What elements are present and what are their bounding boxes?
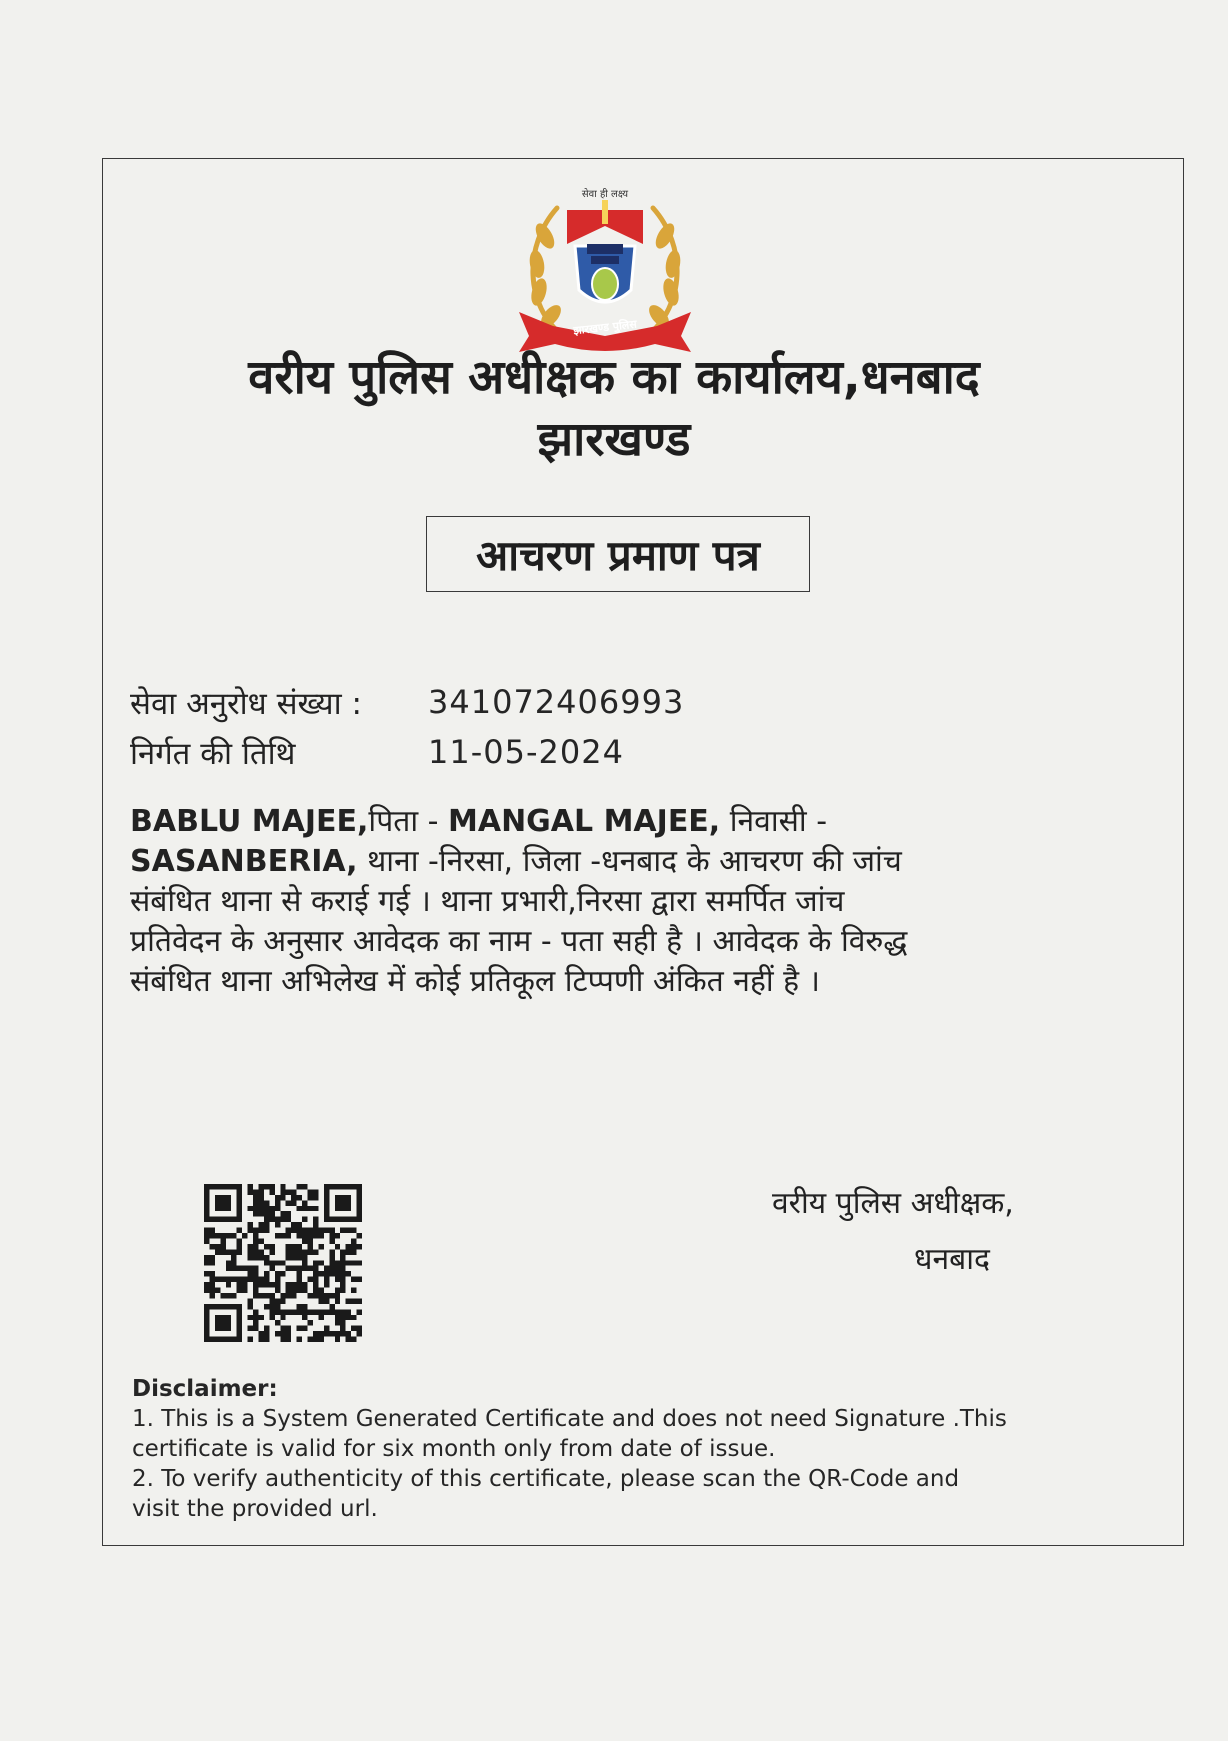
- disclaimer-heading: Disclaimer:: [132, 1376, 278, 1402]
- disclaimer: [132, 1374, 1122, 1524]
- father-label: पिता -: [368, 804, 448, 839]
- body-line-2: [130, 842, 1130, 882]
- office-state: झारखण्ड: [537, 412, 691, 467]
- emblem-motto: सेवा ही लक्ष्य: [581, 189, 629, 200]
- signatory-designation: वरीय पुलिस अधीक्षक,: [772, 1186, 1014, 1221]
- request-number-value: 341072406993: [428, 683, 685, 721]
- body-line-4: प्रतिवेदन के अनुसार आवेदक का नाम - पता सही है । आवेदक के विरुद्ध: [130, 924, 908, 959]
- qr-code-icon[interactable]: [204, 1184, 362, 1342]
- issue-date-value: 11-05-2024: [428, 733, 624, 771]
- disclaimer-point-2-line-1: 2. To verify authenticity of this certificate, please scan the QR-Code and: [132, 1466, 960, 1492]
- issue-date-label: निर्गत की तिथि: [130, 736, 296, 772]
- emblem-ribbon-text: झारखण्ड पुलिस: [572, 317, 638, 338]
- certificate-title: आचरण प्रमाण पत्र: [476, 530, 760, 580]
- issue-date-row: [130, 733, 624, 774]
- request-number-row: [130, 683, 685, 724]
- resident-label: निवासी -: [720, 804, 828, 839]
- certificate-body: [130, 802, 1130, 1002]
- disclaimer-point-2-line-2: visit the provided url.: [132, 1496, 378, 1522]
- applicant-name: BABLU MAJEE,: [130, 804, 369, 839]
- certificate-title-box: [426, 516, 810, 592]
- body-line-3: संबंधित थाना से कराई गई । थाना प्रभारी,निरसा द्वारा समर्पित जांच: [130, 884, 845, 919]
- body-line-5: संबंधित थाना अभिलेख में कोई प्रतिकूल टिप्पणी अंकित नहीं है ।: [130, 964, 821, 999]
- body-line-1: [130, 802, 1130, 842]
- village-name: SASANBERIA,: [130, 844, 358, 879]
- disclaimer-point-1-line-1: 1. This is a System Generated Certificate and does not need Signature .This: [132, 1406, 1007, 1432]
- disclaimer-point-1-line-2: certificate is valid for six month only from date of issue.: [132, 1436, 776, 1462]
- office-title: वरीय पुलिस अधीक्षक का कार्यालय,धनबाद: [248, 350, 980, 405]
- signatory-place: धनबाद: [914, 1242, 990, 1277]
- request-number-label: सेवा अनुरोध संख्या :: [130, 686, 362, 722]
- father-name: MANGAL MAJEE,: [448, 804, 721, 839]
- body-line-2-text: थाना -निरसा, जिला -धनबाद के आचरण की जांच: [357, 844, 902, 879]
